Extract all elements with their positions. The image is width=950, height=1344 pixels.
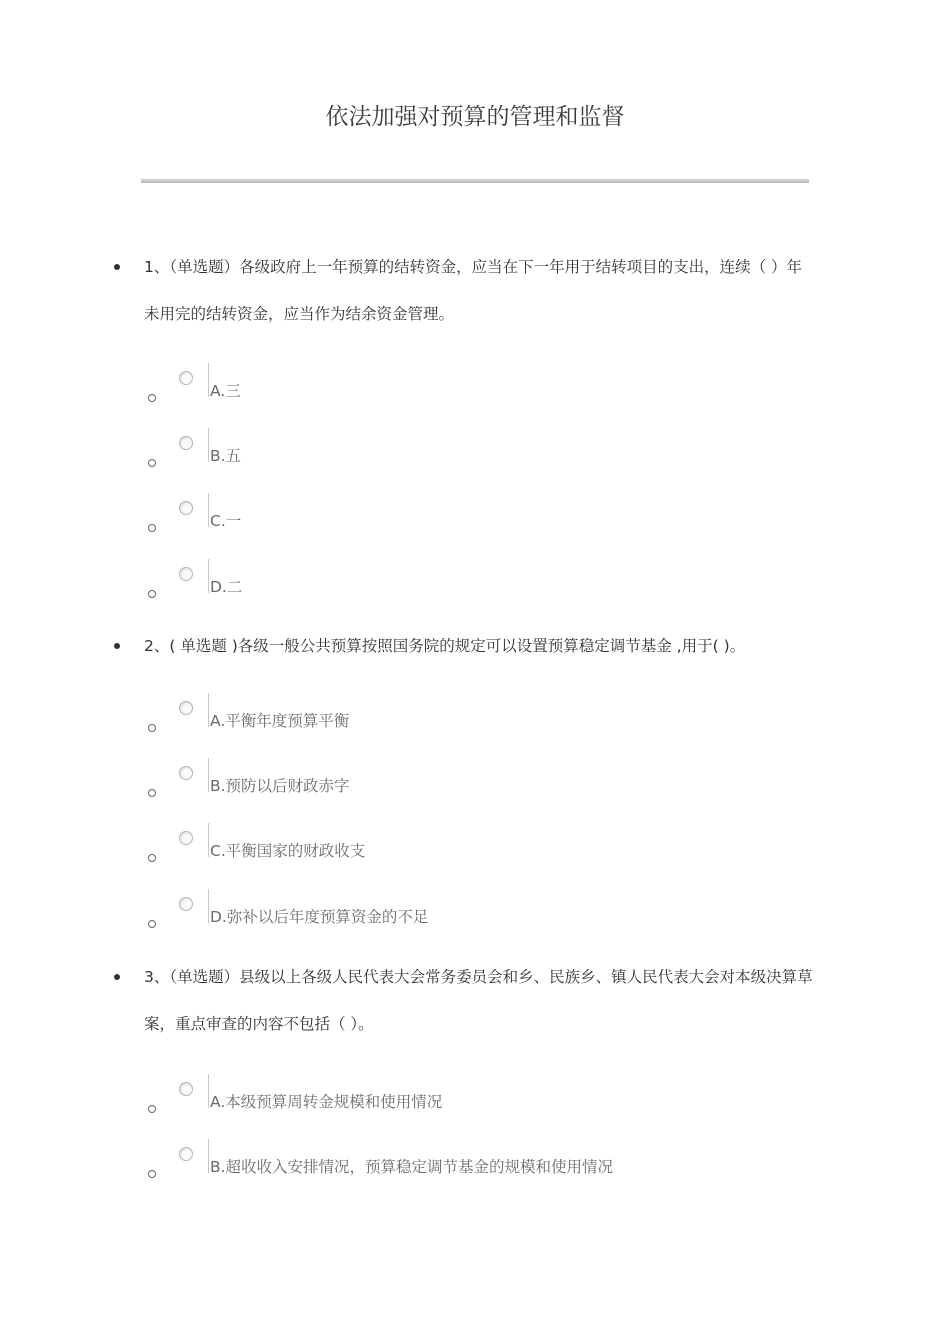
- option-2a[interactable]: [0, 701, 950, 741]
- sub-bullet-icon: [148, 1105, 156, 1113]
- divider: [208, 428, 209, 462]
- title-divider: [141, 179, 809, 183]
- divider: [208, 493, 209, 527]
- option-2b[interactable]: [0, 766, 950, 806]
- question-text: 2、( 单选题 )各级一般公共预算按照国务院的规定可以设置预算稳定调节基金 ,用于( )。: [144, 637, 746, 655]
- question-text: 3、（单选题）县级以上各级人民代表大会常务委员会和乡、民族乡、镇人民代表大会对本级决算草案，重点审查的内容不包括（ ）。: [144, 968, 813, 1033]
- radio-button[interactable]: [179, 567, 193, 581]
- divider: [208, 758, 209, 792]
- divider: [208, 363, 209, 397]
- radio-button[interactable]: [179, 766, 193, 780]
- divider: [208, 823, 209, 857]
- option-label: D.二: [210, 578, 243, 596]
- option-1d[interactable]: [0, 567, 950, 607]
- page-title: 依法加强对预算的管理和监督: [325, 104, 625, 130]
- radio-button[interactable]: [179, 371, 193, 385]
- sub-bullet-icon: [148, 459, 156, 467]
- option-2c[interactable]: [0, 831, 950, 871]
- option-label: A.三: [210, 382, 241, 400]
- option-label: C.一: [210, 512, 242, 530]
- option-3a[interactable]: [0, 1082, 950, 1122]
- sub-bullet-icon: [148, 724, 156, 732]
- option-label: A.本级预算周转金规模和使用情况: [210, 1093, 443, 1111]
- sub-bullet-icon: [148, 854, 156, 862]
- option-label: B.超收收入安排情况，预算稳定调节基金的规模和使用情况: [210, 1158, 614, 1176]
- sub-bullet-icon: [148, 524, 156, 532]
- divider: [208, 693, 209, 727]
- option-label: B.预防以后财政赤字: [210, 777, 350, 795]
- option-2d[interactable]: [0, 897, 950, 937]
- option-label: C.平衡国家的财政收支: [210, 842, 366, 860]
- option-label: B.五: [210, 447, 242, 465]
- divider: [208, 559, 209, 593]
- option-label: D.弥补以后年度预算资金的不足: [210, 908, 429, 926]
- radio-button[interactable]: [179, 436, 193, 450]
- list-bullet: [114, 643, 120, 649]
- sub-bullet-icon: [148, 590, 156, 598]
- option-3b[interactable]: [0, 1147, 950, 1187]
- list-bullet: [114, 974, 120, 980]
- option-1b[interactable]: [0, 436, 950, 476]
- radio-button[interactable]: [179, 831, 193, 845]
- option-1c[interactable]: [0, 501, 950, 541]
- divider: [208, 1074, 209, 1108]
- radio-button[interactable]: [179, 1082, 193, 1096]
- radio-button[interactable]: [179, 701, 193, 715]
- sub-bullet-icon: [148, 1170, 156, 1178]
- divider: [208, 1139, 209, 1173]
- sub-bullet-icon: [148, 789, 156, 797]
- question-text: 1、（单选题）各级政府上一年预算的结转资金，应当在下一年用于结转项目的支出，连续（ ）年未用完的结转资金，应当作为结余资金管理。: [144, 258, 803, 323]
- sub-bullet-icon: [148, 394, 156, 402]
- radio-button[interactable]: [179, 1147, 193, 1161]
- sub-bullet-icon: [148, 920, 156, 928]
- option-1a[interactable]: [0, 371, 950, 411]
- list-bullet: [114, 264, 120, 270]
- option-label: A.平衡年度预算平衡: [210, 712, 350, 730]
- radio-button[interactable]: [179, 501, 193, 515]
- radio-button[interactable]: [179, 897, 193, 911]
- divider: [208, 889, 209, 923]
